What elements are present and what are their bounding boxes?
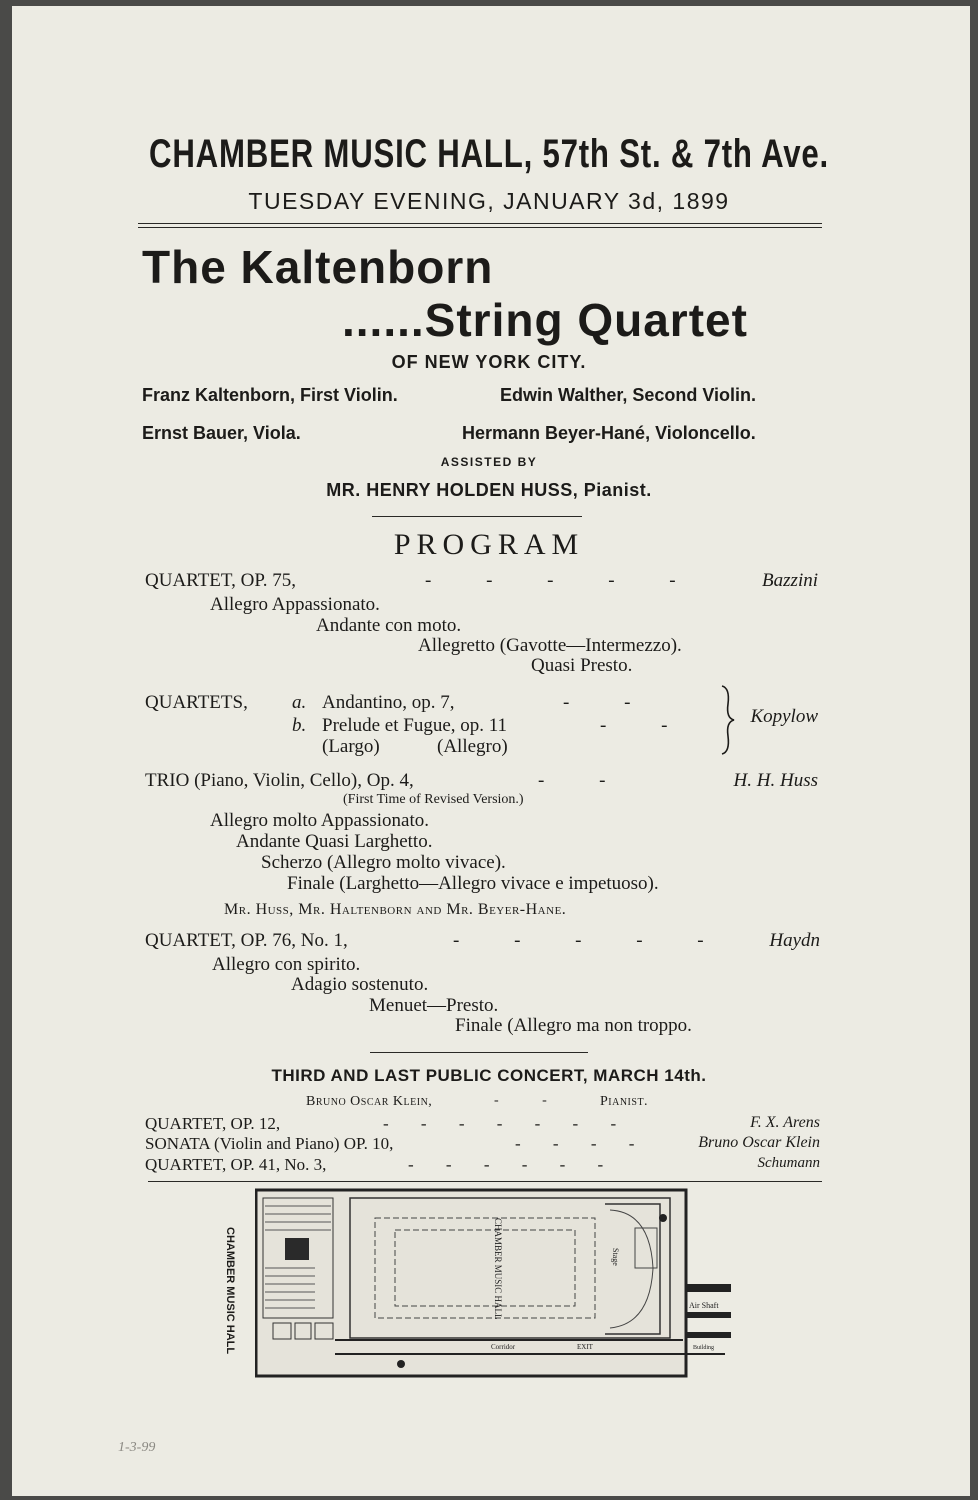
member-first-violin: Franz Kaltenborn, First Violin. (142, 385, 398, 405)
movement: Menuet—Presto. (369, 995, 499, 1016)
ensemble-subtitle: OF NEW YORK CITY. (391, 352, 587, 372)
sub-letter: a. (292, 692, 307, 713)
movement: Allegro Appassionato. (210, 594, 380, 615)
plan-hall-label: CHAMBER MUSIC HALL (493, 1218, 503, 1320)
next-program-item: SONATA (Violin and Piano) OP. 10, (145, 1134, 394, 1153)
leader-dashes: - - - - - - - (383, 1114, 617, 1133)
pianist-role: Pianist. (600, 1094, 649, 1109)
program-note: (First Time of Revised Version.) (343, 792, 524, 807)
tempo-marking: (Allegro) (437, 736, 508, 757)
program-item-title: QUARTETS, (145, 692, 248, 713)
composer-name: Kopylow (750, 706, 818, 727)
leader-dashes: - - - - - (425, 570, 676, 591)
movement: Adagio sostenuto. (291, 974, 429, 995)
composer-name: Bruno Oscar Klein (698, 1134, 820, 1151)
movement: Allegro molto Appassionato. (210, 810, 430, 831)
plan-corridor-label: Corridor (491, 1343, 516, 1351)
leader-dashes: - - - - (515, 1134, 635, 1153)
handwritten-date: 1-3-99 (118, 1440, 156, 1455)
leader-dashes: - - (600, 715, 668, 736)
sub-piece: Prelude et Fugue, op. 11 (322, 715, 508, 736)
leader-dashes: - - (563, 692, 631, 713)
program-item-title: QUARTET, OP. 75, (145, 570, 297, 591)
sub-letter: b. (292, 715, 307, 736)
movement: Andante Quasi Larghetto. (236, 831, 433, 852)
movement: Quasi Presto. (531, 655, 633, 676)
section-rule (370, 1052, 588, 1053)
pianist-name: Bruno Oscar Klein, (306, 1094, 433, 1109)
assisted-by-label: ASSISTED BY (440, 455, 538, 469)
brace-icon (718, 684, 740, 756)
movement: Finale (Allegro ma non troppo. (455, 1015, 692, 1036)
header-rule (138, 223, 822, 224)
composer-name: F. X. Arens (750, 1114, 820, 1131)
next-program-item: QUARTET, OP. 41, No. 3, (145, 1155, 327, 1174)
plan-exit-label: EXIT (577, 1343, 593, 1351)
member-second-violin: Edwin Walther, Second Violin. (500, 385, 757, 405)
movement: Scherzo (Allegro molto vivace). (261, 852, 506, 873)
sub-piece: Andantino, op. 7, (322, 692, 455, 713)
hall-heading: CHAMBER MUSIC HALL, 57th St. & 7th Ave. (149, 132, 829, 176)
program-heading: PROGRAM (393, 528, 585, 561)
movement: Allegro con spirito. (212, 954, 361, 975)
performers: Mr. Huss, Mr. Haltenborn and Mr. Beyer-Hane. (224, 901, 567, 918)
leader-dashes: - - - - - (453, 930, 704, 951)
composer-name: Schumann (757, 1155, 820, 1171)
program-item-title: QUARTET, OP. 76, No. 1, (145, 930, 348, 951)
member-viola: Ernst Bauer, Viola. (142, 423, 301, 443)
member-violoncello: Hermann Beyer-Hané, Violoncello. (462, 423, 756, 443)
composer-name: Bazzini (762, 570, 818, 591)
plan-air-shaft-label: Air Shaft (689, 1301, 719, 1310)
footer-rule (148, 1181, 822, 1182)
composer-name: H. H. Huss (733, 770, 818, 791)
ensemble-title-line2: ......String Quartet (342, 294, 748, 346)
movement: Finale (Larghetto—Allegro vivace e impetuoso). (287, 873, 659, 894)
movement: Andante con moto. (316, 615, 462, 636)
ensemble-title-line1: The Kaltenborn (142, 241, 494, 293)
leader-dashes: - - - - - - (408, 1155, 604, 1174)
plan-building-label: Building (693, 1345, 715, 1351)
leader-dashes: - - (538, 770, 606, 791)
leader-dashes: - - (494, 1093, 547, 1108)
program-item-title: TRIO (Piano, Violin, Cello), Op. 4, (145, 770, 414, 791)
next-program-item: QUARTET, OP. 12, (145, 1114, 281, 1133)
composer-name: Haydn (769, 930, 820, 951)
floor-plan-diagram (255, 1188, 735, 1380)
assisting-pianist: MR. HENRY HOLDEN HUSS, Pianist. (326, 480, 652, 500)
movement: Allegretto (Gavotte—Intermezzo). (418, 635, 682, 656)
section-rule (372, 516, 582, 517)
concert-date: TUESDAY EVENING, JANUARY 3d, 1899 (248, 188, 730, 214)
header-rule-2 (138, 227, 822, 228)
plan-side-label: CHAMBER MUSIC HALL (224, 1227, 236, 1355)
next-concert-heading: THIRD AND LAST PUBLIC CONCERT, MARCH 14th. (271, 1066, 707, 1085)
tempo-marking: (Largo) (322, 736, 380, 757)
plan-stage-label: Stage (611, 1248, 620, 1266)
